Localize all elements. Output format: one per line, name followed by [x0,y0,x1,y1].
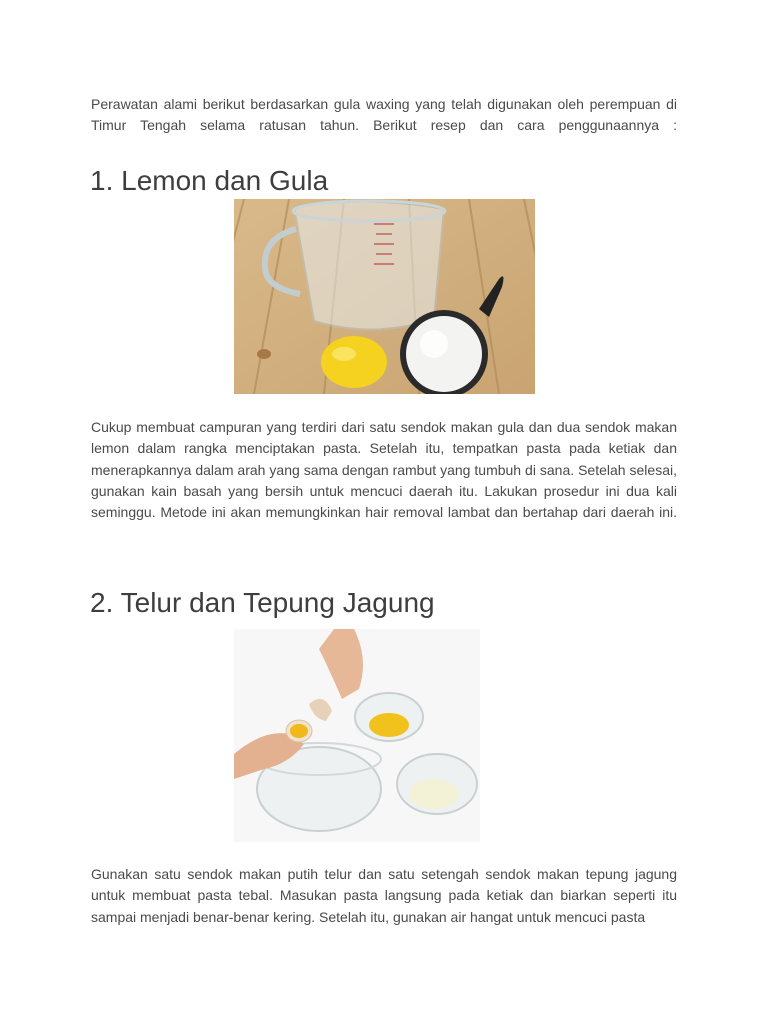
intro-paragraph: Perawatan alami berikut berdasarkan gula waxing yang telah digunakan oleh perempuan di Timur Tengah selama ratusan tahun. Berikut resep dan cara penggunaannya : [91,96,677,134]
lemon-sugar-photo [234,199,535,394]
section-1-heading: 1. Lemon dan Gula [90,165,329,196]
egg-photo [234,629,480,842]
section-2-heading: 2. Telur dan Tepung Jagung [90,587,435,618]
section-2-body: Gunakan satu sendok makan putih telur dan satu setengah sendok makan tepung jagung untuk membuat pasta tebal. Masukan pasta langsung pada ketiak dan biarkan seperti itu sampai menjadi benar-benar kering. Setelah itu, gunakan air hangat untuk mencuci pasta [91,866,677,925]
section-1-body: Cukup membuat campuran yang terdiri dari satu sendok makan gula dan dua sendok makan lemon dalam rangka menciptakan pasta. Setelah itu, tempatkan pasta pada ketiak dan menerapkannya dalam arah yang sama dengan rambut yang tumbuh di sana. Setelah selesai, gunakan kain basah yang bersih untuk mencuci daerah itu. Lakukan prosedur ini dua kali seminggu. Metode ini akan memungkinkan hair removal lambat dan bertahap dari daerah ini. [91,419,677,521]
